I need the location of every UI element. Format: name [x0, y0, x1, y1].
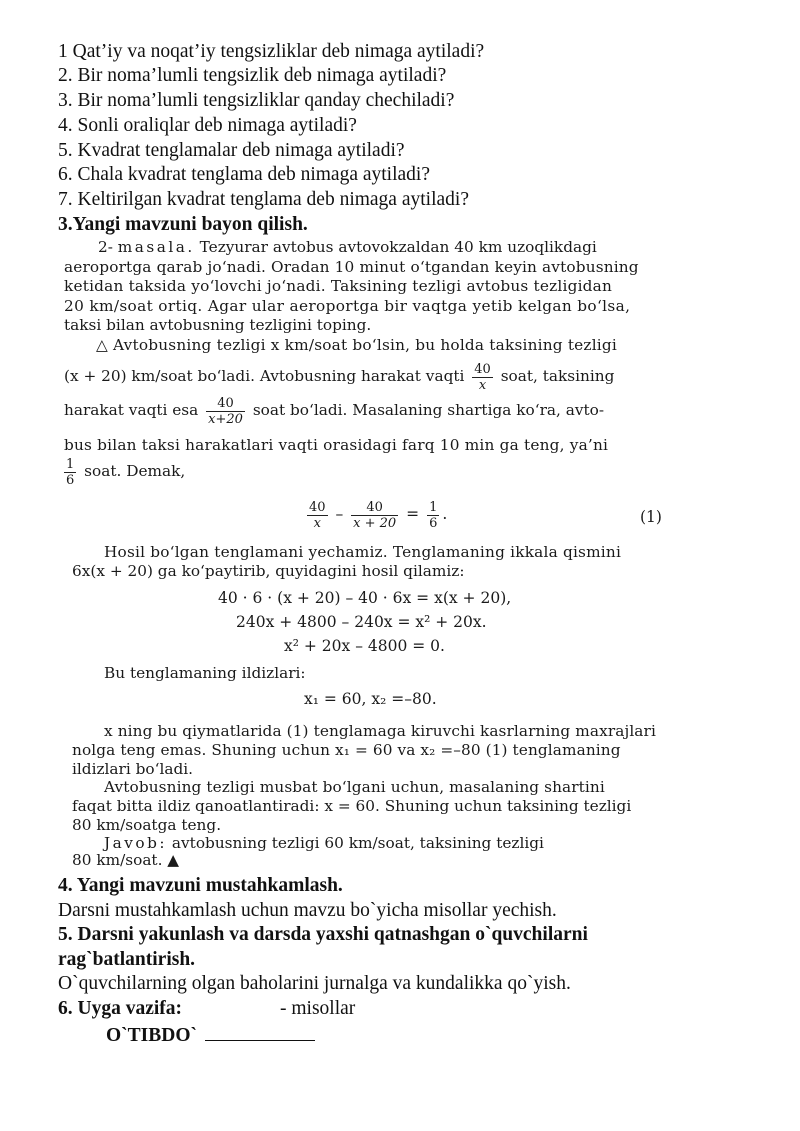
check-line-5: faqat bitta ildiz qanoatlantiradi: x = 60. Shuning uchun taksining tezligi	[72, 797, 632, 815]
question-5: 5. Kvadrat tenglamalar deb nimaga aytiladi?	[58, 140, 405, 161]
eq1-minus: –	[335, 505, 344, 523]
eq1-fraction-c: $\frac{1}{6}$	[429, 499, 438, 531]
answer-line-1-text: avtobusning tezligi 60 km/soat, taksining tezligi	[167, 834, 544, 852]
problem-line-1-text: Tezyurar avtobus avtovokzaldan 40 km uzoqlikdagi	[194, 238, 597, 256]
work-equation-b: 240x + 4800 – 240x = x² + 20x.	[236, 613, 487, 631]
question-6: 6. Chala kvadrat tenglama deb nimaga aytiladi?	[58, 164, 430, 185]
problem-line-4: 20 km/soat ortiq. Agar ular aeroportga bir vaqtga yetib kelgan bo‘lsa,	[64, 297, 631, 315]
signature-label: O`TIBDO`	[106, 1025, 198, 1046]
eq1-fraction-a: $\frac{40}{x}$	[309, 499, 326, 531]
solution-line-1: △ Avtobusning tezligi x km/soat bo‘lsin, bu holda taksining tezligi	[96, 336, 617, 354]
section-6-text: - misollar	[280, 998, 356, 1019]
problem-line-3: ketidan taksida yo‘lovchi jo‘nadi. Taksining tezligi avtobus tezligidan	[64, 277, 613, 295]
equation-1-tag: (1)	[640, 508, 662, 526]
question-7: 7. Keltirilgan kvadrat tenglama deb nimaga aytiladi?	[58, 189, 469, 210]
section-5-heading-line-2: rag`batlantirish.	[58, 949, 196, 970]
section-6-heading: 6. Uyga vazifa:	[58, 998, 183, 1019]
solution-line-3-tail: soat bo‘ladi. Masalaning shartiga ko‘ra, avto-	[252, 401, 605, 419]
problem-line-2: aeroportga qarab jo‘nadi. Oradan 10 minut o‘tgandan keyin avtobusning	[64, 258, 639, 276]
problem-word: masala.	[117, 238, 195, 256]
problem-line-5: taksi bilan avtobusning tezligini toping.	[64, 316, 372, 334]
equation-1	[304, 496, 447, 532]
section-5-text: O`quvchilarning olgan baholarini jurnalga va kundalikka qo`yish.	[58, 973, 571, 994]
check-line-2: nolga teng emas. Shuning uchun x₁ = 60 va x₂ =–80 (1) tenglamaning	[72, 741, 621, 759]
solution-line-2-tail: soat, taksining	[500, 367, 615, 385]
problem-line-1	[98, 238, 597, 257]
question-2: 2. Bir noma’lumli tengsizlik deb nimaga aytiladi?	[58, 65, 447, 86]
eq1-period: .	[442, 505, 448, 523]
fraction-40-over-x: $\frac{40}{x}$	[474, 361, 491, 393]
eq1-fraction-b: $\frac{40}{x + 20}$	[353, 499, 397, 531]
solution-line-5	[64, 454, 185, 488]
eq1-equals: =	[406, 505, 420, 523]
signature-blank	[205, 1022, 315, 1041]
check-line-6: 80 km/soatga teng.	[72, 816, 222, 834]
problem-number: 2-	[98, 238, 113, 256]
work-line-2: 6x(x + 20) ga ko‘paytirib, quyidagini hosil qilamiz:	[72, 562, 465, 580]
solution-line-5-text: soat. Demak,	[84, 462, 186, 480]
solution-line-4: bus bilan taksi harakatlari vaqti orasidagi farq 10 min ga teng, ya’ni	[64, 436, 609, 454]
check-line-3: ildizlari bo‘ladi.	[72, 760, 194, 778]
question-3: 3. Bir noma’lumli tengsizliklar qanday chechiladi?	[58, 90, 455, 111]
solution-line-3-text: harakat vaqti esa	[64, 401, 199, 419]
question-4: 4. Sonli oraliqlar deb nimaga aytiladi?	[58, 115, 357, 136]
fraction-40-over-x-plus-20: $\frac{40}{x+20}$	[208, 395, 243, 427]
solution-line-3	[64, 392, 604, 428]
roots-label: Bu tenglamaning ildizlari:	[104, 664, 306, 682]
signature-line	[106, 1022, 315, 1048]
answer-line-2: 80 km/soat. ▲	[72, 851, 180, 869]
check-line-1: x ning bu qiymatlarida (1) tenglamaga kiruvchi kasrlarning maxrajlari	[104, 722, 656, 740]
check-line-4: Avtobusning tezligi musbat bo‘lgani uchun, masalaning shartini	[104, 778, 605, 796]
section-3-heading: 3.Yangi mavzuni bayon qilish.	[58, 214, 308, 235]
section-4-heading: 4. Yangi mavzuni mustahkamlash.	[58, 875, 343, 896]
fraction-1-over-6: $\frac{1}{6}$	[66, 456, 75, 488]
section-4-text: Darsni mustahkamlash uchun mavzu bo`yicha misollar yechish.	[58, 900, 557, 921]
work-equation-a: 40 · 6 · (x + 20) – 40 · 6x = x(x + 20),	[218, 589, 512, 607]
solution-line-2-text: (x + 20) km/soat bo‘ladi. Avtobusning harakat vaqti	[64, 367, 465, 385]
question-1: 1 Qat’iy va noqat’iy tengsizliklar deb nimaga aytiladi?	[58, 41, 485, 62]
work-line-1: Hosil bo‘lgan tenglamani yechamiz. Tenglamaning ikkala qismini	[104, 543, 622, 561]
work-equation-c: x² + 20x – 4800 = 0.	[284, 637, 445, 655]
roots: x₁ = 60, x₂ =–80.	[304, 690, 437, 708]
solution-line-2	[64, 358, 614, 394]
answer-word: Javob:	[104, 834, 168, 852]
section-5-heading-line-1: 5. Darsni yakunlash va darsda yaxshi qatnashgan o`quvchilarni	[58, 924, 588, 945]
